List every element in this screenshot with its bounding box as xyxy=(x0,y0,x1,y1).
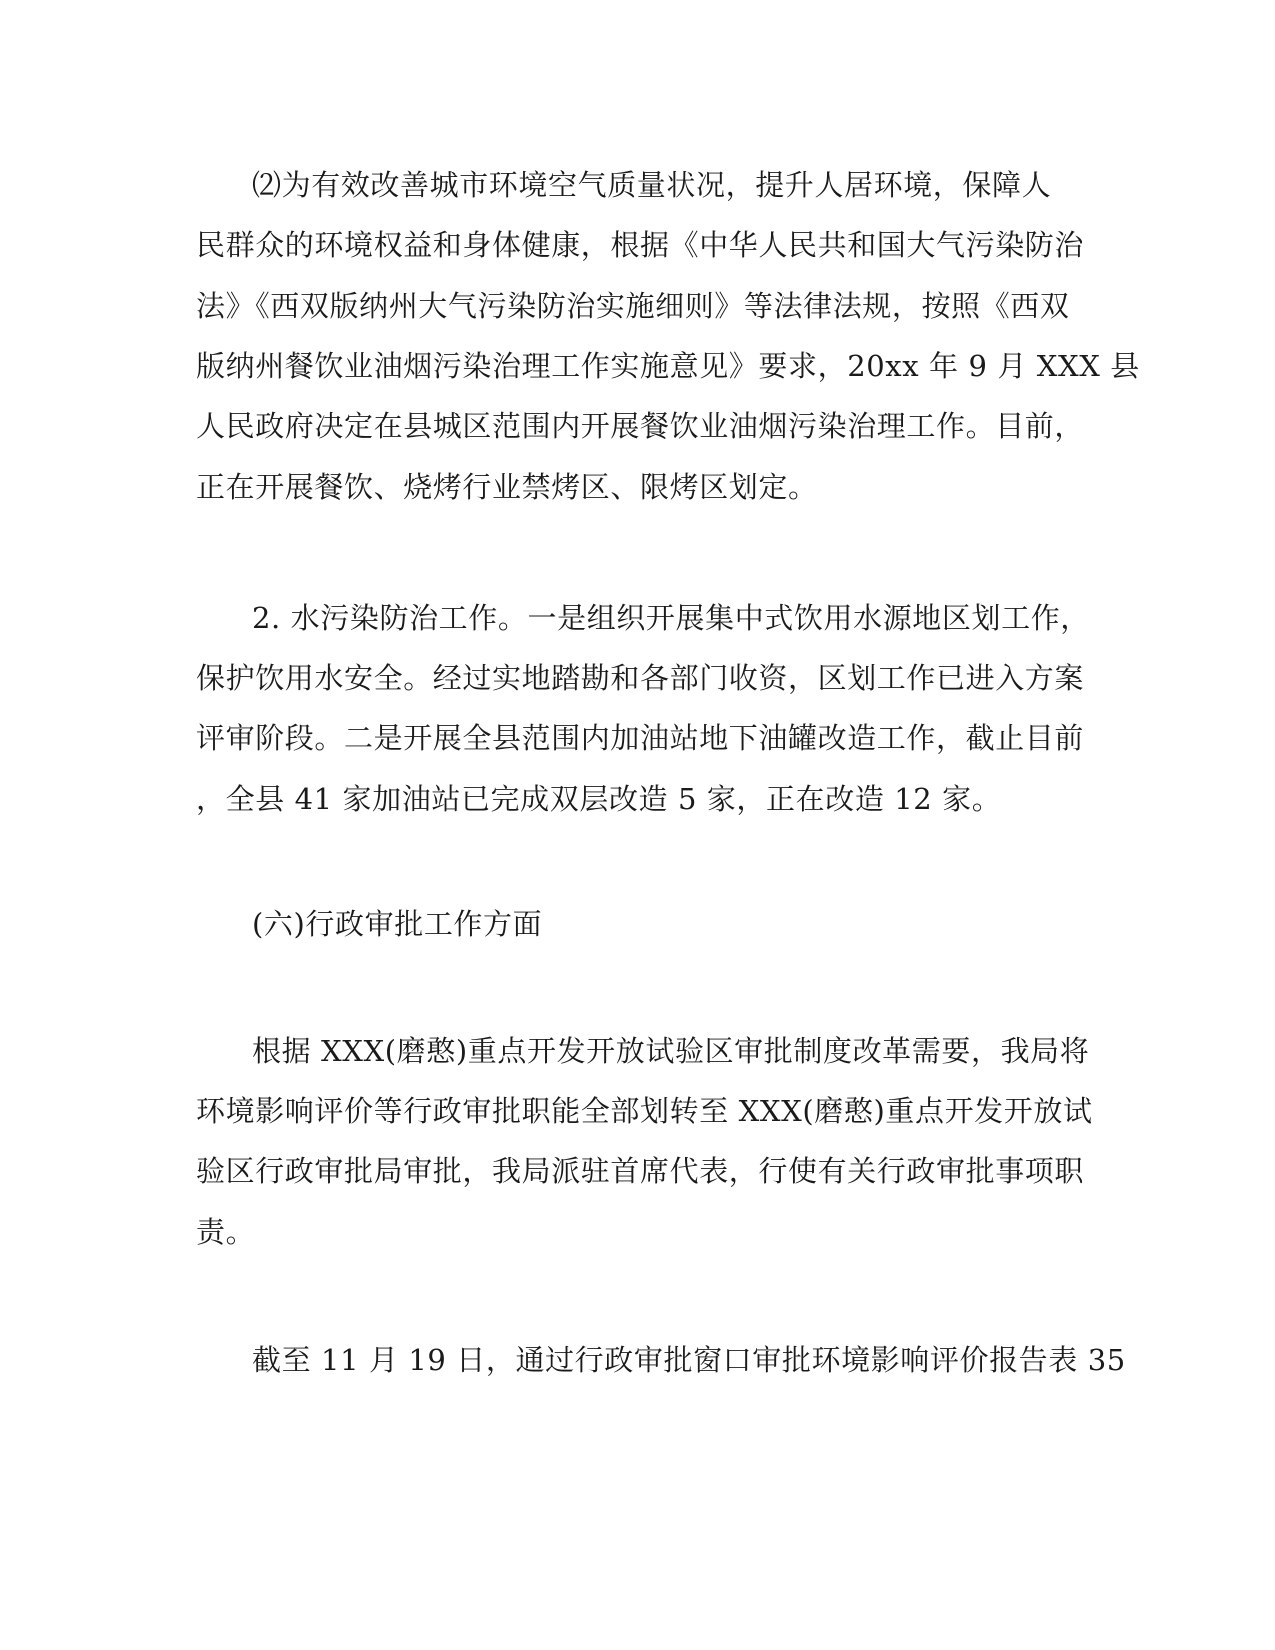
paragraph-2-line-4: ，全县 41 家加油站已完成双层改造 5 家，正在改造 12 家。 xyxy=(196,782,1002,816)
paragraph-2-line-1: 2. 水污染防治工作。一是组织开展集中式饮用水源地区划工作， xyxy=(252,601,1090,635)
paragraph-4-line-1: 根据 XXX(磨憨)重点开发开放试验区审批制度改革需要，我局将 xyxy=(252,1034,1090,1068)
paragraph-1-line-1: ⑵为有效改善城市环境空气质量状况，提升人居环境，保障人 xyxy=(252,168,1052,202)
section-heading: (六)行政审批工作方面 xyxy=(252,907,543,941)
paragraph-1-line-2: 民群众的环境权益和身体健康，根据《中华人民共和国大气污染防治 xyxy=(196,228,1085,262)
paragraph-1-line-3: 法》《西双版纳州大气污染防治实施细则》等法律法规，按照《西双 xyxy=(196,289,1070,323)
paragraph-4-line-3: 验区行政审批局审批，我局派驻首席代表，行使有关行政审批事项职 xyxy=(196,1154,1085,1188)
paragraph-4-line-4: 责。 xyxy=(196,1215,256,1249)
paragraph-1-line-4: 版纳州餐饮业油烟污染治理工作实施意见》要求，20xx 年 9 月 XXX 县 xyxy=(196,349,1140,383)
paragraph-2-line-2: 保护饮用水安全。经过实地踏勘和各部门收资，区划工作已进入方案 xyxy=(196,661,1085,695)
paragraph-4-line-2: 环境影响评价等行政审批职能全部划转至 XXX(磨憨)重点开发开放试 xyxy=(196,1094,1093,1128)
paragraph-2-line-3: 评审阶段。二是开展全县范围内加油站地下油罐改造工作，截止目前 xyxy=(196,721,1085,755)
paragraph-5-line-1: 截至 11 月 19 日，通过行政审批窗口审批环境影响评价报告表 35 xyxy=(252,1343,1126,1377)
paragraph-1-line-5: 人民政府决定在县城区范围内开展餐饮业油烟污染治理工作。目前， xyxy=(196,409,1085,443)
paragraph-1-line-6: 正在开展餐饮、烧烤行业禁烤区、限烤区划定。 xyxy=(196,470,818,504)
